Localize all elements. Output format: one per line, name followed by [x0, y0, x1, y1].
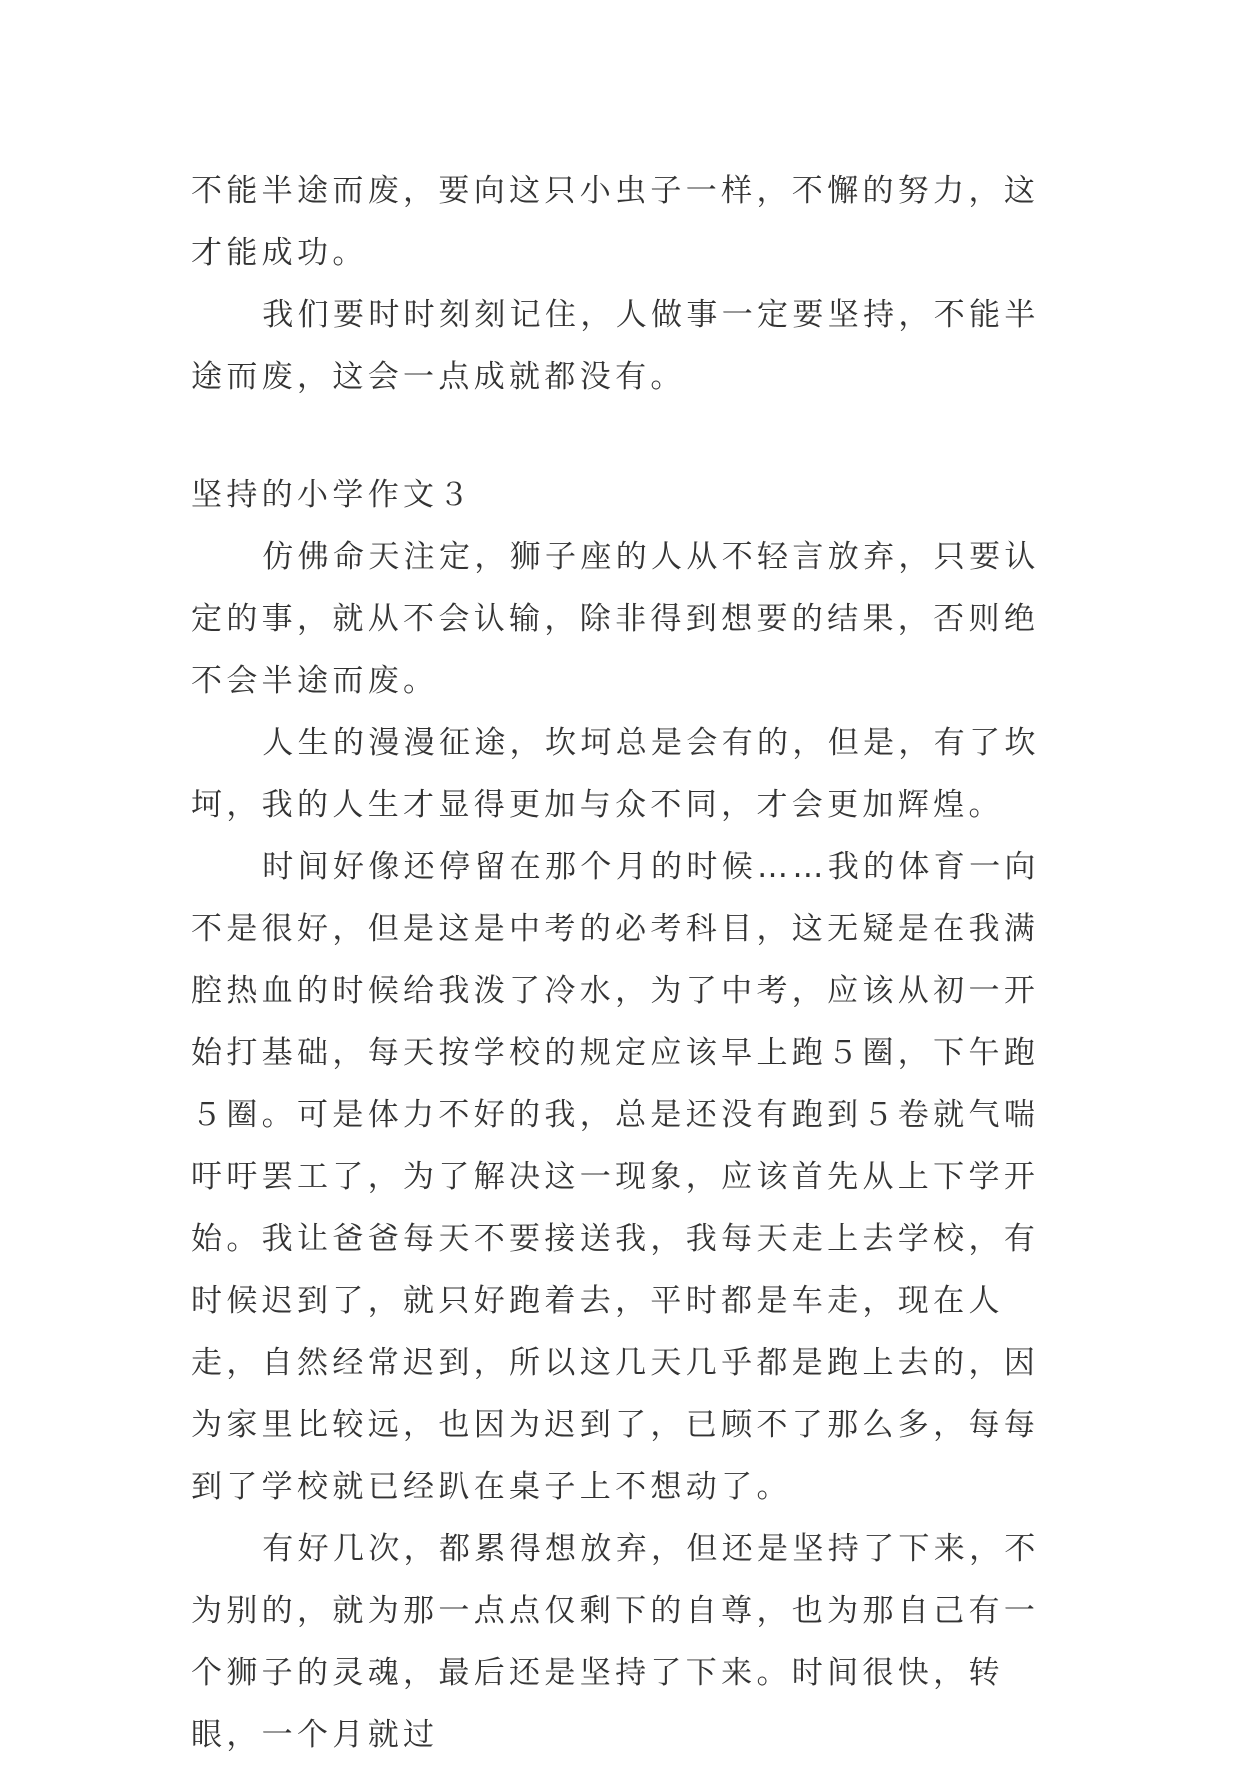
section-heading: 坚持的小学作文３: [191, 477, 474, 513]
paragraph: 仿佛命天注定，狮子座的人从不轻言放弃，只要认定的事，就从不会认输，除非得到想要的结果，否则绝不会半途而废。: [191, 539, 1040, 699]
paragraph: 人生的漫漫征途，坎坷总是会有的，但是，有了坎坷，我的人生才显得更加与众不同，才会更加辉煌。: [191, 725, 1040, 823]
document-body: [191, 160, 1053, 1766]
paragraph: 时间好像还停留在那个月的时候……我的体育一向不是很好，但是这是中考的必考科目，这无疑是在我满腔热血的时候给我泼了冷水，为了中考，应该从初一开始打基础，每天按学校的规定应该早上跑５圈，下午跑５圈。可是体力不好的我，总是还没有跑到５卷就气喘吁吁罢工了，为了解决这一现象，应该首先从上下学开始。我让爸爸每天不要接送我，我每天走上去学校，有时候迟到了，就只好跑着去，平时都是车走，现在人走，自然经常迟到，所以这几天几乎都是跑上去的，因为家里比较远，也因为迟到了，已顾不了那么多，每每到了学校就已经趴在桌子上不想动了。: [191, 849, 1040, 1505]
paragraph-continuation: 不能半途而废，要向这只小虫子一样，不懈的努力，这才能成功。: [191, 173, 1040, 271]
paragraph: 我们要时时刻刻记住，人做事一定要坚持，不能半途而废，这会一点成就都没有。: [191, 297, 1040, 395]
paragraph: 有好几次，都累得想放弃，但还是坚持了下来，不为别的，就为那一点点仅剩下的自尊，也为那自己有一个狮子的灵魂，最后还是坚持了下来。时间很快，转眼，一个月就过: [191, 1531, 1040, 1753]
